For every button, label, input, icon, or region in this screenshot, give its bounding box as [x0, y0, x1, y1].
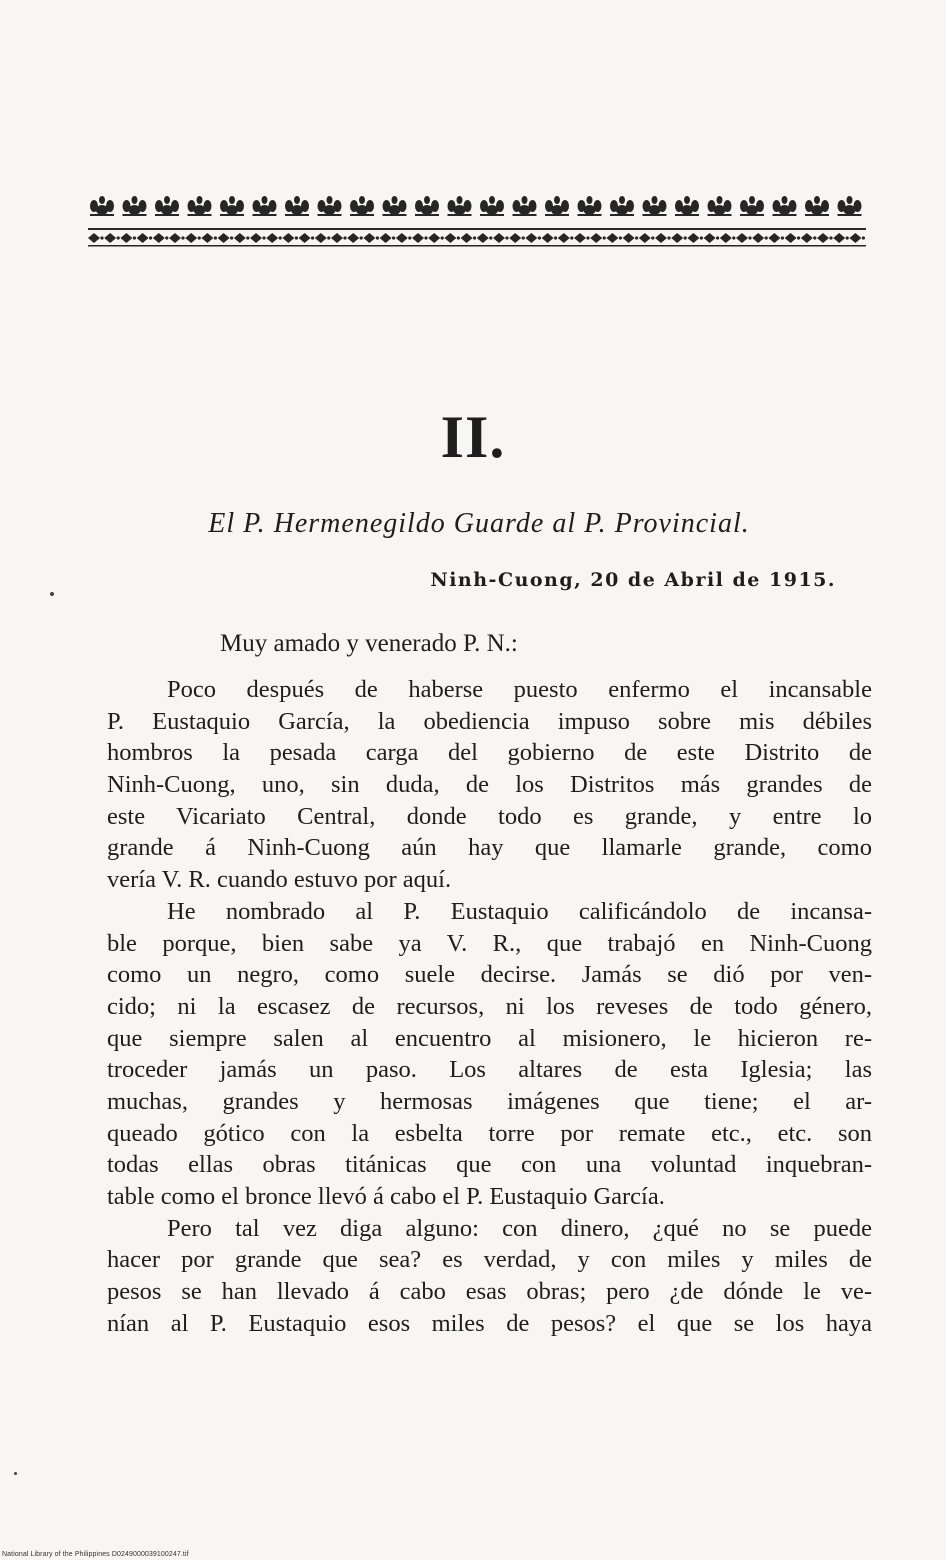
ornament-flower [383, 196, 407, 216]
ornament-flower [480, 196, 504, 216]
ornament-leaf [120, 233, 132, 243]
ornamental-border-icon [88, 188, 866, 250]
text-line: Pero tal vez diga alguno: con dinero, ¿qué no se puede [167, 1214, 872, 1242]
ornament-leaf [185, 233, 197, 243]
ornament-leaf [444, 233, 456, 243]
ornament-dot [846, 236, 849, 239]
ornament-leaf [639, 233, 651, 243]
ornament-dot [586, 236, 589, 239]
ornament-leaf [347, 233, 359, 243]
ornament-leaf [671, 233, 683, 243]
ornament-flower [123, 196, 147, 216]
ornament-dot [149, 236, 152, 239]
ornament-dot [295, 236, 298, 239]
ornament-dot [376, 236, 379, 239]
ornament-dot [667, 236, 670, 239]
ornament-leaf [720, 233, 732, 243]
text-line: hombros la pesada carga del gobierno de este Distrito de [107, 739, 872, 767]
ornament-leaf [785, 233, 797, 243]
ornament-flower [188, 196, 212, 216]
margin-dot [50, 592, 54, 596]
ornament-dot [392, 236, 395, 239]
ornament-leaf [687, 233, 699, 243]
text-line: todas ellas obras titánicas que con una voluntad inquebran- [107, 1151, 872, 1179]
ornament-flower [285, 196, 309, 216]
ornament-dot [279, 236, 282, 239]
ornament-flower [155, 196, 179, 216]
text-line: muchas, grandes y hermosas imágenes que tiene; el ar- [107, 1087, 872, 1115]
ornament-dot [619, 236, 622, 239]
ornament-dot [117, 236, 120, 239]
ornament-leaf [363, 233, 375, 243]
ornament-leaf [558, 233, 570, 243]
ornament-leaf [477, 233, 489, 243]
ornament-leaf [542, 233, 554, 243]
text-line: como un negro, como suele decirse. Jamás se dió por ven- [107, 961, 872, 989]
ornament-dot [700, 236, 703, 239]
ornament-dot [765, 236, 768, 239]
ornament-flower [610, 196, 634, 216]
ornament-dot [635, 236, 638, 239]
ornament-leaf [331, 233, 343, 243]
letter-heading: El P. Hermenegildo Guarde al P. Provincial. [208, 508, 750, 539]
text-line: Poco después de haberse puesto enfermo el incansable [167, 676, 872, 703]
ornament-dot [133, 236, 136, 239]
ornament-flower [838, 196, 862, 216]
ornament-dot [327, 236, 330, 239]
ornament-dot [214, 236, 217, 239]
ornament-flower [805, 196, 829, 216]
ornament-dot [570, 236, 573, 239]
ornament-leaf [266, 233, 278, 243]
ornament-leaf [817, 233, 829, 243]
ornament-flower [545, 196, 569, 216]
ornament-leaf [218, 233, 230, 243]
ornament-leaf [525, 233, 537, 243]
ornament-leaf [704, 233, 716, 243]
ornament-leaf [574, 233, 586, 243]
ornament-flower [350, 196, 374, 216]
chapter-number: II. [440, 404, 506, 470]
ornament-dot [165, 236, 168, 239]
ornament-leaf [169, 233, 181, 243]
ornament-dot [732, 236, 735, 239]
ornament-dot [554, 236, 557, 239]
ornament-flower [643, 196, 667, 216]
ornament-leaf [282, 233, 294, 243]
text-line: nían al P. Eustaquio esos miles de pesos? el que se los haya [107, 1309, 872, 1337]
ornament-leaf [299, 233, 311, 243]
ornament-leaf [752, 233, 764, 243]
ornament-leaf [509, 233, 521, 243]
ornament-leaf [153, 233, 165, 243]
ornament-dot [489, 236, 492, 239]
ornament-dot [424, 236, 427, 239]
ornament-leaf [201, 233, 213, 243]
ornament-rule [88, 245, 866, 247]
ornament-flower [740, 196, 764, 216]
ornament-leaf [412, 233, 424, 243]
ornament-dot [343, 236, 346, 239]
text-line: ble porque, bien sabe ya V. R., que trabajó en Ninh-Cuong [107, 929, 872, 957]
ornament-leaf [315, 233, 327, 243]
text-line: grande á Ninh-Cuong aún hay que llamarle grande, como [107, 834, 872, 862]
ornament-dot [651, 236, 654, 239]
ornament-dot [181, 236, 184, 239]
ornament-flower [448, 196, 472, 216]
text-line: vería V. R. cuando estuvo por aquí. [107, 866, 452, 894]
ornament-dot [797, 236, 800, 239]
ornament-leaf [801, 233, 813, 243]
ornament-leaf [606, 233, 618, 243]
ornament-leaf [396, 233, 408, 243]
ornament-dot [198, 236, 201, 239]
ornament-leaf [104, 233, 116, 243]
ornament-dot [311, 236, 314, 239]
ornament-leaf [461, 233, 473, 243]
ornament-dot [230, 236, 233, 239]
ornament-dot [505, 236, 508, 239]
footer-credit: National Library of the Philippines D0249000039100247.tif [2, 1551, 189, 1558]
ornament-flower [675, 196, 699, 216]
text-line: pesos se han llevado á cabo esas obras; pero ¿de dónde le ve- [107, 1278, 872, 1306]
ornament-flower [708, 196, 732, 216]
text-line: cido; ni la escasez de recursos, ni los reveses de todo género, [107, 992, 872, 1020]
text-line: table como el bronce llevó á cabo el P. Eustaquio García. [107, 1183, 665, 1210]
text-line: que siempre salen al encuentro al misionero, le hicieron re- [107, 1024, 872, 1052]
ornament-dot [829, 236, 832, 239]
ornament-flower [253, 196, 277, 216]
ornament-leaf [137, 233, 149, 243]
ornament-leaf [493, 233, 505, 243]
ornament-dot [408, 236, 411, 239]
ornament-leaf [736, 233, 748, 243]
ornament-dot [473, 236, 476, 239]
margin-dot [14, 1472, 17, 1475]
ornament-dot [538, 236, 541, 239]
ornament-leaf [234, 233, 246, 243]
text-line: Ninh-Cuong, uno, sin duda, de los Distritos más grandes de [107, 771, 872, 799]
ornament-flower [318, 196, 342, 216]
text-line: P. Eustaquio García, la obediencia impuso sobre mis débiles [107, 707, 872, 735]
ornament-dot [862, 236, 865, 239]
ornament-leaf [590, 233, 602, 243]
ornament-leaf [428, 233, 440, 243]
ornament-dot [360, 236, 363, 239]
ornament-dot [441, 236, 444, 239]
ornament-dot [603, 236, 606, 239]
ornament-dot [457, 236, 460, 239]
ornament-dot [813, 236, 816, 239]
ornament-leaf [250, 233, 262, 243]
ornament-leaf [623, 233, 635, 243]
text-line: este Vicariato Central, donde todo es grande, y entre lo [107, 802, 872, 830]
ornament-leaf [380, 233, 392, 243]
ornament-leaf [88, 233, 100, 243]
text-line: hacer por grande que sea? es verdad, y con miles y miles de [107, 1246, 872, 1274]
ornament-dot [522, 236, 525, 239]
ornament-leaf [849, 233, 861, 243]
ornament-dot [246, 236, 249, 239]
ornament-dot [748, 236, 751, 239]
body-text [107, 674, 872, 1339]
ornament-dot [262, 236, 265, 239]
text-line: troceder jamás un paso. Los altares de esta Iglesia; las [107, 1056, 872, 1084]
text-line: He nombrado al P. Eustaquio calificándolo de incansa- [167, 897, 872, 925]
ornament-flower [773, 196, 797, 216]
ornament-flower [513, 196, 537, 216]
ornament-dot [716, 236, 719, 239]
dateline: Ninh-Cuong, 20 de Abril de 1915. [430, 569, 836, 591]
ornament-leaf [833, 233, 845, 243]
ornament-leaf [655, 233, 667, 243]
ornament-dot [781, 236, 784, 239]
ornament-flower [90, 196, 114, 216]
ornament-flower [578, 196, 602, 216]
ornament-leaf [768, 233, 780, 243]
ornament-flower [220, 196, 244, 216]
salutation: Muy amado y venerado P. N.: [220, 630, 518, 657]
ornament-dot [684, 236, 687, 239]
ornament-flower [415, 196, 439, 216]
text-line: queado gótico con la esbelta torre por remate etc., etc. son [107, 1119, 872, 1147]
ornament-dot [100, 236, 103, 239]
